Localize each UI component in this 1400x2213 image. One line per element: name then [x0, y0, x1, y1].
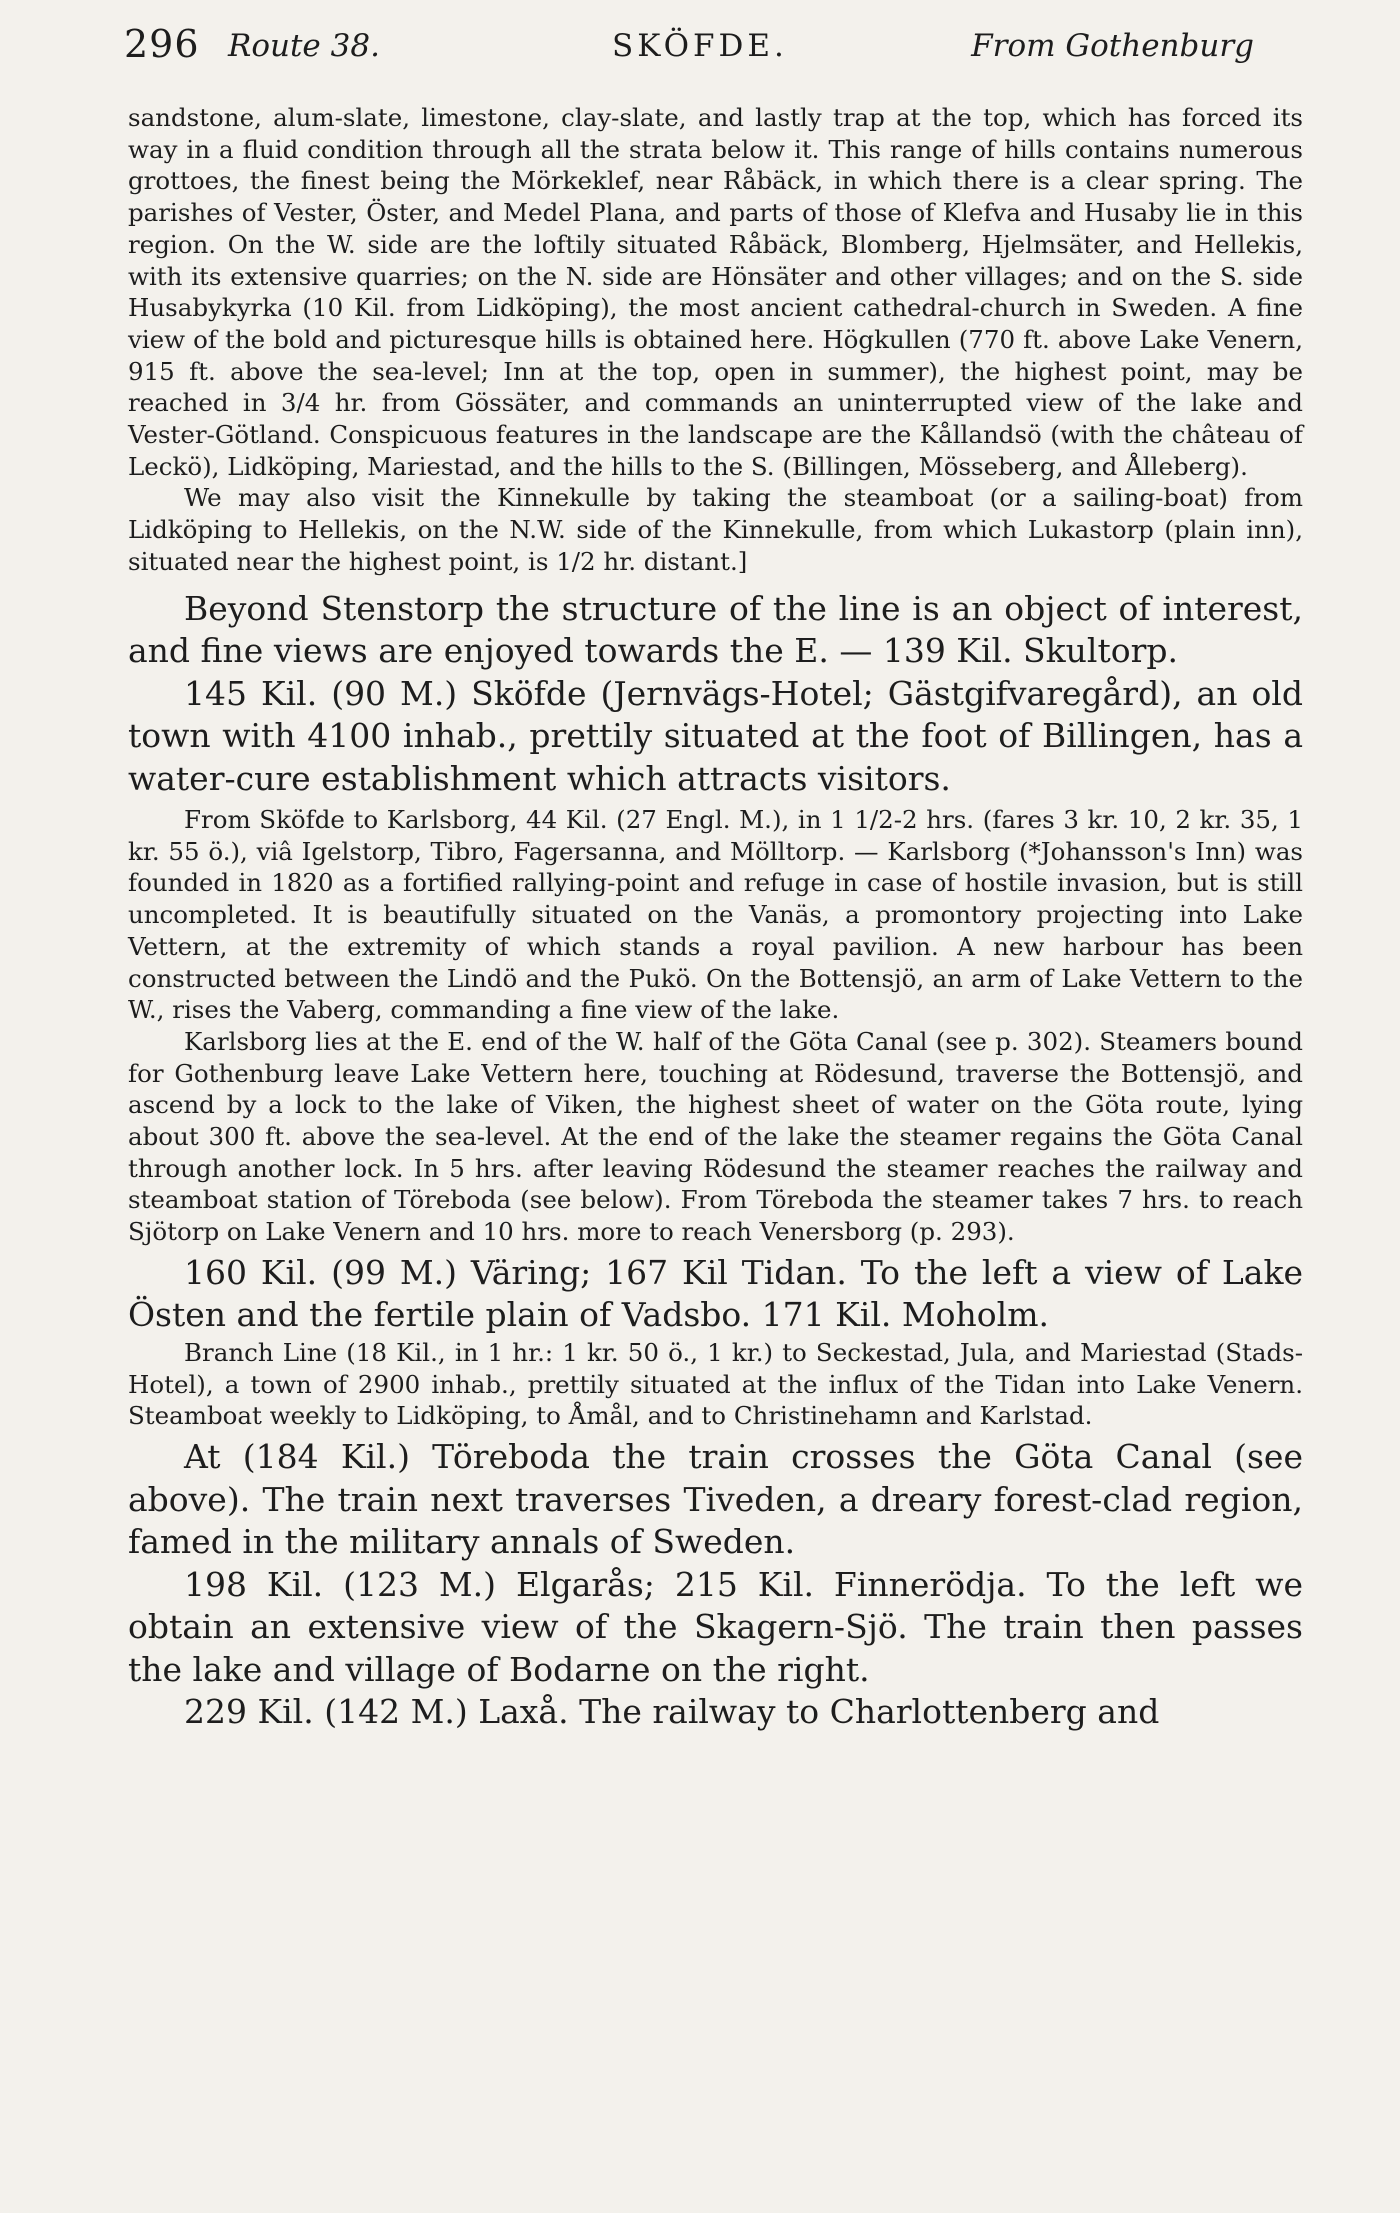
- from-label: From Gothenburg: [971, 28, 1254, 64]
- small-print-section-3: [128, 1337, 1303, 1432]
- paragraph-toreboda: At (184 Kil.) Töreboda the train crosses the Göta Canal (see above). The train next traverses Tiveden, a dreary forest-clad region, famed in the military annals of Sweden.: [128, 1437, 1303, 1561]
- paragraph-skofde: 145 Kil. (90 M.) Sköfde (Jernvägs-Hotel; Gästgifvaregård), an old town with 4100 inhab., prettily situated at the foot of Billingen, has a water-cure establishment which attracts visitors.: [128, 673, 1303, 798]
- paragraph-varing: 160 Kil. (99 M.) Väring; 167 Kil Tidan. To the left a view of Lake Östen and the fertile plain of Vadsbo. 171 Kil. Moholm.: [128, 1252, 1303, 1335]
- small-print-section-1: [128, 102, 1303, 578]
- route-label: Route 38.: [228, 28, 380, 64]
- main-print-section-2: [128, 1252, 1303, 1337]
- paragraph-stenstorp: Beyond Stenstorp the structure of the line is an object of interest, and fine views are enjoyed towards the E. — 139 Kil. Skultorp.: [128, 588, 1303, 671]
- paragraph-steamboat: We may also visit the Kinnekulle by taking the steamboat (or a sailing-boat) from Lidköping to Hellekis, on the N.W. side of the Kinnekulle, from which Lukastorp (plain inn), situated near the highest point, is 1/2 hr. distant.]: [128, 483, 1303, 576]
- running-header: [124, 14, 1254, 74]
- paragraph-branch-line: Branch Line (18 Kil., in 1 hr.: 1 kr. 50 ö., 1 kr.) to Seckestad, Jula, and Mariestad (Stads-Hotel), a town of 2900 inhab., prettily situated at the influx of the Tidan into Lake Venern. Steamboat weekly to Lidköping, to Åmål, and to Christinehamn and Karlstad.: [128, 1337, 1303, 1431]
- paragraph-kinnekulle-hills: sandstone, alum-slate, limestone, clay-slate, and lastly trap at the top, which has forced its way in a fluid condition through all the strata below it. This range of hills contains numerous grottoes, the finest being the Mörkeklef, near Råbäck, in which there is a clear spring. The parishes of Vester, Öster, and Medel Plana, and parts of those of Klefva and Husaby lie in this region. On the W. side are the loftily situated Råbäck, Blomberg, Hjelmsäter, and Hellekis, with its extensive quarries; on the N. side are Hönsäter and other villages; and on the S. side Husabykyrka (10 Kil. from Lidköping), the most ancient cathedral-church in Sweden. A fine view of the bold and picturesque hills is obtained here. Högkullen (770 ft. above Lake Venern, 915 ft. above the sea-level; Inn at the top, open in summer), the highest point, may be reached in 3/4 hr. from Gössäter, and commands an uninterrupted view of the lake and Vester-Götland. Conspicuous features in the landscape are the Kållandsö (with the château of Leckö), Lidköping, Mariestad, and the hills to the S. (Billingen, Mösseberg, and Ålleberg).: [128, 103, 1303, 481]
- page-number: 296: [124, 22, 200, 66]
- paragraph-laxa: 229 Kil. (142 M.) Laxå. The railway to Charlottenberg and: [184, 1692, 1160, 1731]
- place-heading: SKÖFDE.: [612, 28, 788, 64]
- paragraph-skofde-to-karlsborg: From Sköfde to Karlsborg, 44 Kil. (27 Engl. M.), in 1 1/2-2 hrs. (fares 3 kr. 10, 2 kr. 35, 1 kr. 55 ö.), viâ Igelstorp, Tibro, Fagersanna, and Mölltorp. — Karlsborg (*Johansson's Inn) was founded in 1820 as a fortified rallying-point and refuge in case of hostile invasion, but is still uncompleted. It is beautifully situated on the Vanäs, a promontory projecting into Lake Vettern, at the extremity of which stands a royal pavilion. A new harbour has been constructed between the Lindö and the Pukö. On the Bottensjö, an arm of Lake Vettern to the W., rises the Vaberg, commanding a fine view of the lake.: [128, 805, 1303, 1025]
- main-print-section-3: [128, 1436, 1303, 1734]
- main-print-section-1: [128, 588, 1303, 801]
- small-print-section-2: [128, 804, 1303, 1248]
- page-body: [128, 102, 1303, 1734]
- paragraph-karlsborg-canal: Karlsborg lies at the E. end of the W. half of the Göta Canal (see p. 302). Steamers bound for Gothenburg leave Lake Vettern here, touching at Rödesund, traverse the Bottensjö, and ascend by a lock to the lake of Viken, the highest sheet of water on the Göta route, lying about 300 ft. above the sea-level. At the end of the lake the steamer regains the Göta Canal through another lock. In 5 hrs. after leaving Rödesund the steamer reaches the railway and steamboat station of Töreboda (see below). From Töreboda the steamer takes 7 hrs. to reach Sjötorp on Lake Venern and 10 hrs. more to reach Venersborg (p. 293).: [128, 1026, 1303, 1247]
- paragraph-elgaras: 198 Kil. (123 M.) Elgarås; 215 Kil. Finnerödja. To the left we obtain an extensive view of the Skagern-Sjö. The train then passes the lake and village of Bodarne on the right.: [128, 1564, 1303, 1689]
